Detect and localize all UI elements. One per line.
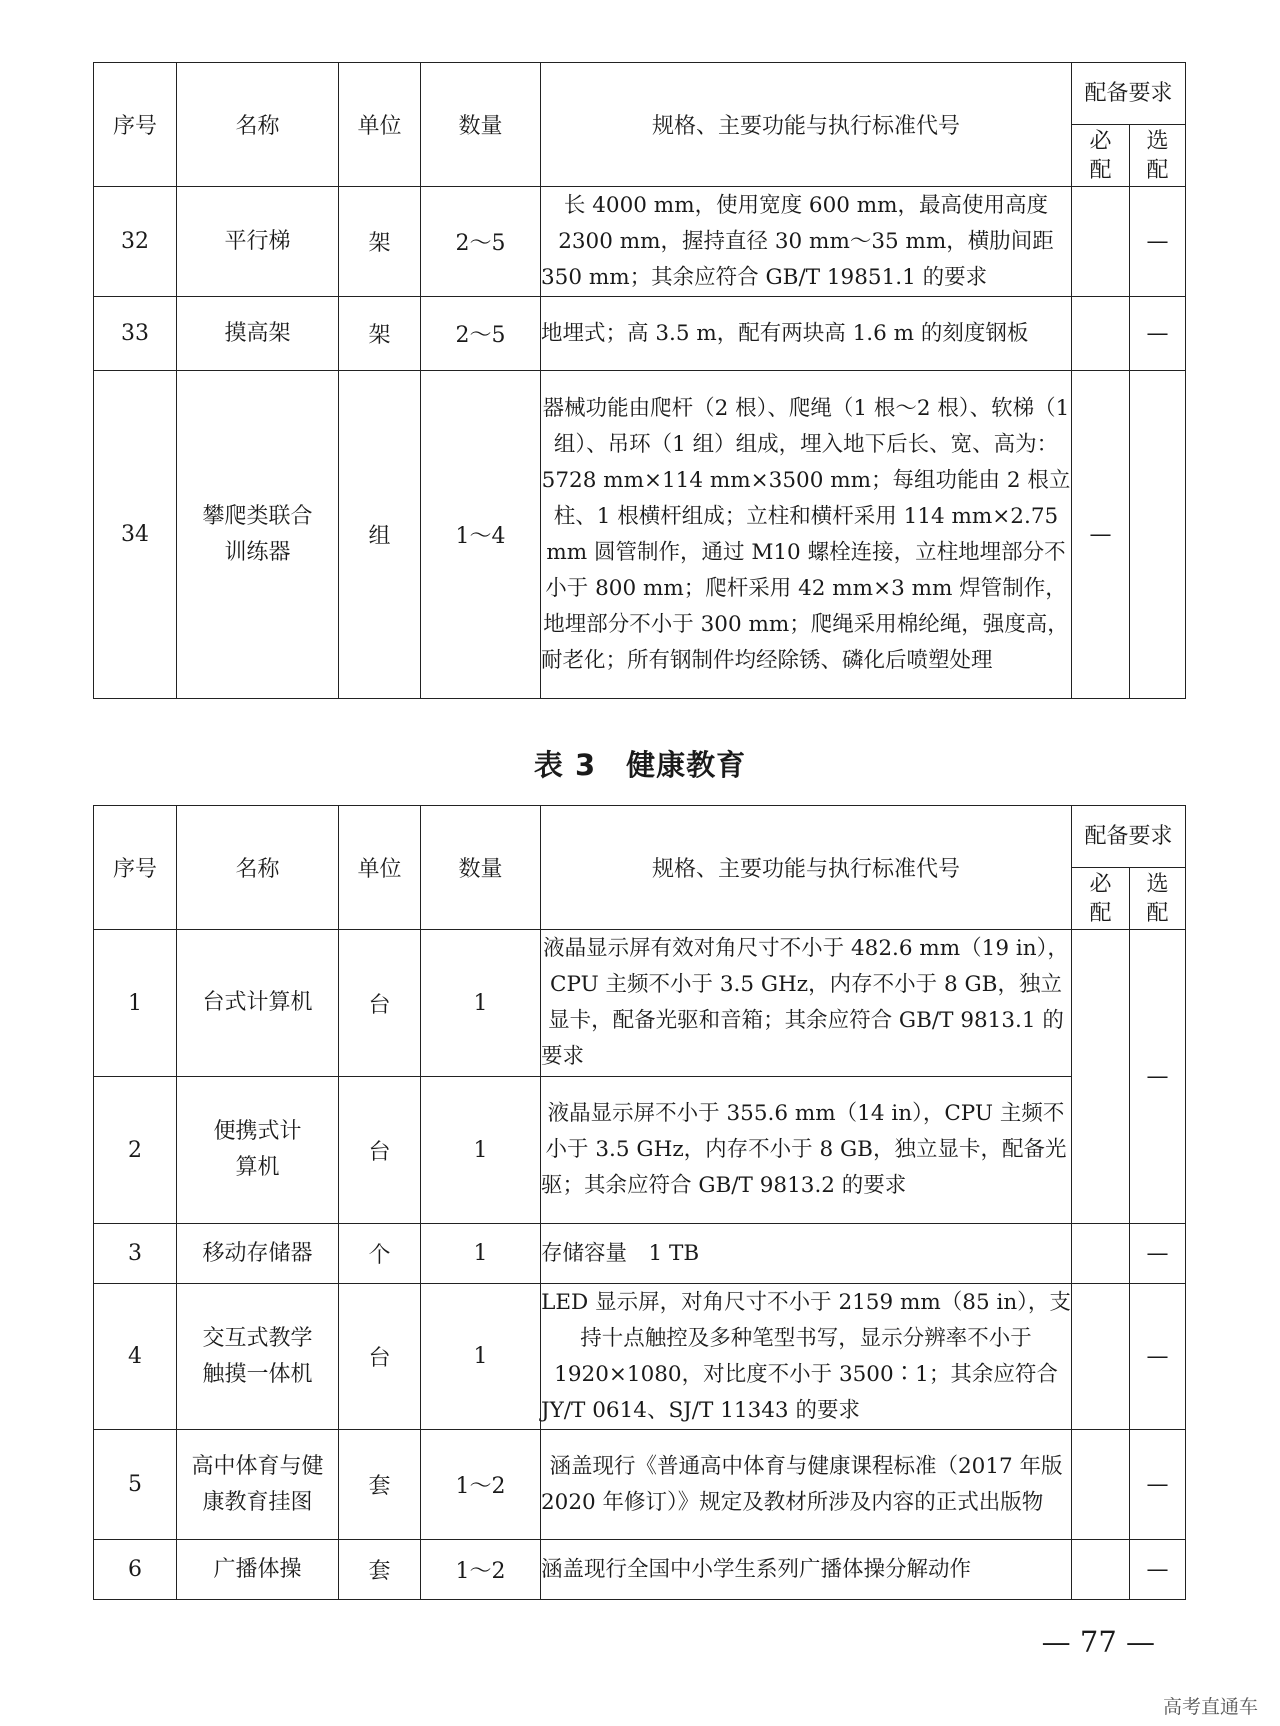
row-required: [1072, 297, 1130, 371]
header-spec: 规格、主要功能与执行标准代号: [541, 63, 1072, 187]
row-unit: 组: [339, 371, 421, 699]
row-optional: —: [1130, 297, 1186, 371]
row-optional: [1130, 371, 1186, 699]
header-required: 必配: [1072, 868, 1130, 930]
row-unit: 套: [339, 1430, 421, 1540]
header-config: 配备要求: [1072, 806, 1186, 868]
row-unit: 台: [339, 1077, 421, 1224]
row-name: 高中体育与健康教育挂图: [177, 1430, 339, 1540]
row-no: 33: [94, 297, 177, 371]
row-optional: —: [1130, 1430, 1186, 1540]
row-required: [1072, 930, 1130, 1224]
row-name: 台式计算机: [177, 930, 339, 1077]
row-optional: —: [1130, 1224, 1186, 1284]
row-optional: —: [1130, 187, 1186, 297]
row-required: [1072, 1430, 1130, 1540]
row-spec: 涵盖现行《普通高中体育与健康课程标准（2017 年版 2020 年修订）》规定及教材所涉及内容的正式出版物: [541, 1430, 1072, 1540]
table-row: [94, 1540, 1186, 1600]
row-name: 移动存储器: [177, 1224, 339, 1284]
row-optional: —: [1130, 1540, 1186, 1600]
row-unit: 架: [339, 297, 421, 371]
row-spec: 液晶显示屏有效对角尺寸不小于 482.6 mm（19 in），CPU 主频不小于 3.5 GHz，内存不小于 8 GB，独立显卡，配备光驱和音箱；其余应符合 GB/T 9813.1 的要求: [541, 930, 1072, 1077]
header-unit: 单位: [339, 806, 421, 930]
row-name: 便携式计算机: [177, 1077, 339, 1224]
row-no: 34: [94, 371, 177, 699]
table-row: [94, 187, 1186, 297]
header-spec: 规格、主要功能与执行标准代号: [541, 806, 1072, 930]
row-name: 平行梯: [177, 187, 339, 297]
table-row: [94, 297, 1186, 371]
row-optional: —: [1130, 930, 1186, 1224]
row-no: 5: [94, 1430, 177, 1540]
row-spec: LED 显示屏，对角尺寸不小于 2159 mm（85 in），支持十点触控及多种笔型书写，显示分辨率不小于 1920×1080，对比度不小于 3500∶1；其余应符合 JY/T 0614、SJ/T 11343 的要求: [541, 1284, 1072, 1430]
header-optional: 选配: [1130, 125, 1186, 187]
row-spec: 存储容量 1 TB: [541, 1224, 1072, 1284]
row-required: [1072, 1224, 1130, 1284]
table-row: [94, 1430, 1186, 1540]
table-row: [94, 371, 1186, 699]
row-spec: 器械功能由爬杆（2 根）、爬绳（1 根～2 根）、软梯（1 组）、吊环（1 组）组成，埋入地下后长、宽、高为：5728 mm×114 mm×3500 mm；每组功能由 2 根立柱、1 根横杆组成；立柱和横杆采用 114 mm×2.75 mm 圆管制作，通过 M10 螺栓连接，立柱地埋部分不小于 800 mm；爬杆采用 42 mm×3 mm 焊管制作，地埋部分不小于 300 mm；爬绳采用棉纶绳，强度高，耐老化；所有钢制件均经除锈、磷化后喷塑处理: [541, 371, 1072, 699]
header-no: 序号: [94, 63, 177, 187]
row-required: [1072, 1540, 1130, 1600]
table-row: [94, 1224, 1186, 1284]
row-no: 4: [94, 1284, 177, 1430]
row-qty: 1: [421, 1284, 541, 1430]
row-required: [1072, 187, 1130, 297]
row-qty: 1～2: [421, 1430, 541, 1540]
row-unit: 个: [339, 1224, 421, 1284]
equipment-table-health: [93, 805, 1186, 1600]
header-name: 名称: [177, 806, 339, 930]
equipment-table-top: [93, 62, 1186, 699]
row-spec: 长 4000 mm，使用宽度 600 mm，最高使用高度 2300 mm，握持直径 30 mm～35 mm，横肋间距 350 mm；其余应符合 GB/T 19851.1 的要求: [541, 187, 1072, 297]
table-title: 表 3 健康教育: [533, 748, 747, 782]
row-unit: 套: [339, 1540, 421, 1600]
page-number: — 77 —: [1041, 1625, 1155, 1659]
header-qty: 数量: [421, 806, 541, 930]
header-required: 必配: [1072, 125, 1130, 187]
header-no: 序号: [94, 806, 177, 930]
row-optional: —: [1130, 1284, 1186, 1430]
row-qty: 1～2: [421, 1540, 541, 1600]
header-qty: 数量: [421, 63, 541, 187]
row-unit: 台: [339, 930, 421, 1077]
row-no: 6: [94, 1540, 177, 1600]
row-name: 广播体操: [177, 1540, 339, 1600]
table-row: [94, 930, 1186, 1077]
row-unit: 台: [339, 1284, 421, 1430]
row-no: 3: [94, 1224, 177, 1284]
row-no: 2: [94, 1077, 177, 1224]
row-spec: 液晶显示屏不小于 355.6 mm（14 in），CPU 主频不小于 3.5 GHz，内存不小于 8 GB，独立显卡，配备光驱；其余应符合 GB/T 9813.2 的要求: [541, 1077, 1072, 1224]
row-name: 摸高架: [177, 297, 339, 371]
row-qty: 2～5: [421, 297, 541, 371]
row-name: 交互式教学触摸一体机: [177, 1284, 339, 1430]
row-qty: 2～5: [421, 187, 541, 297]
row-qty: 1: [421, 1077, 541, 1224]
row-no: 1: [94, 930, 177, 1077]
row-required: —: [1072, 371, 1130, 699]
row-required: [1072, 1284, 1130, 1430]
header-optional: 选配: [1130, 868, 1186, 930]
table-row: [94, 1077, 1186, 1224]
row-qty: 1～4: [421, 371, 541, 699]
row-unit: 架: [339, 187, 421, 297]
row-name: 攀爬类联合训练器: [177, 371, 339, 699]
row-no: 32: [94, 187, 177, 297]
header-config: 配备要求: [1072, 63, 1186, 125]
header-unit: 单位: [339, 63, 421, 187]
table-row: [94, 1284, 1186, 1430]
row-spec: 涵盖现行全国中小学生系列广播体操分解动作: [541, 1540, 1072, 1600]
row-qty: 1: [421, 1224, 541, 1284]
header-name: 名称: [177, 63, 339, 187]
watermark-text: 高考直通车: [1162, 1696, 1258, 1718]
row-qty: 1: [421, 930, 541, 1077]
row-spec: 地埋式；高 3.5 m，配有两块高 1.6 m 的刻度钢板: [541, 297, 1072, 371]
